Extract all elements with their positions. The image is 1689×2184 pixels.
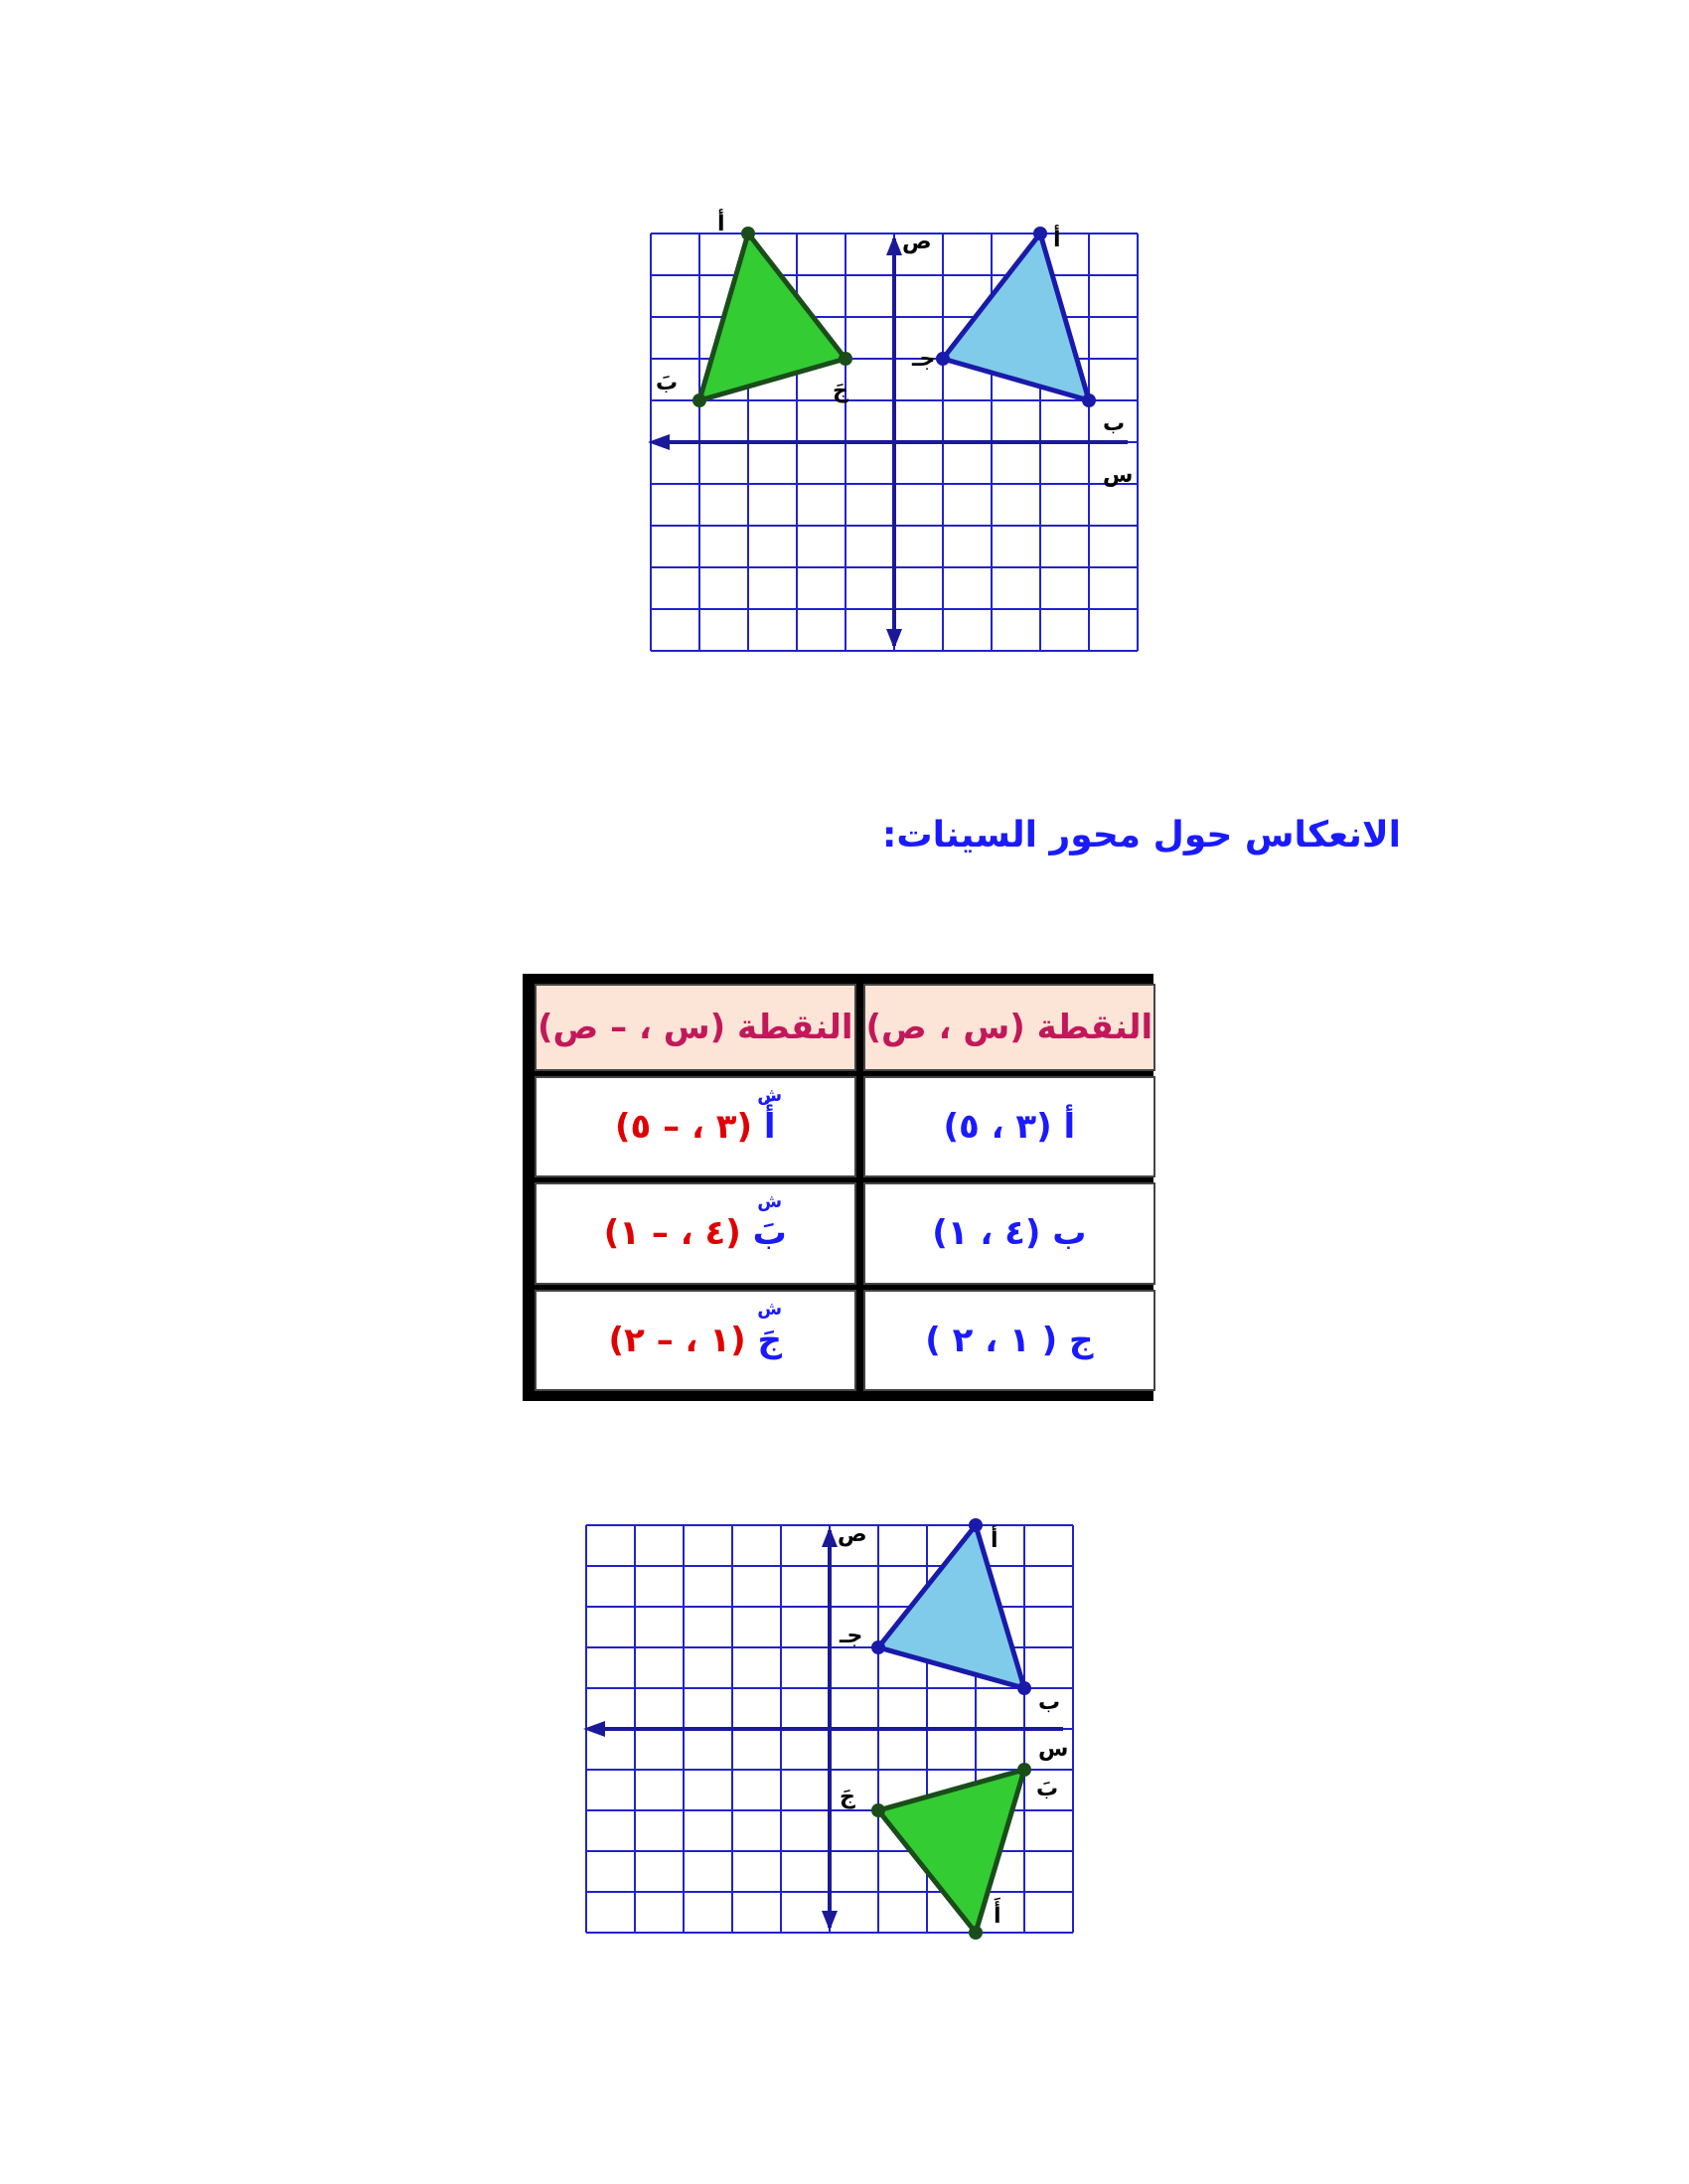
label-b: ب (1038, 1690, 1061, 1715)
point-label: ج (1068, 1320, 1094, 1360)
y-axis-arrow-down (886, 629, 902, 649)
point-label: ش جَ (757, 1298, 783, 1360)
graph-reflection-x-axis (571, 1505, 1098, 1962)
prime-mark: ش (757, 1298, 783, 1320)
cell-original (863, 1290, 1156, 1391)
prime-mark: ش (757, 1085, 783, 1107)
label-b-prime: بَ (1036, 1777, 1059, 1801)
point-coords: (٤ ، ١) (932, 1213, 1041, 1254)
table-row (535, 1076, 1155, 1177)
point-coords: (٤ ، – ١) (603, 1213, 741, 1254)
x-axis-label: س (1103, 463, 1134, 488)
point-label: ش أَ (757, 1085, 783, 1148)
y-axis-label: ص (838, 1522, 867, 1547)
y-axis-arrow-up (886, 235, 902, 255)
table-row (535, 1290, 1155, 1391)
label-c: جـ (912, 347, 936, 372)
label-c-prime: جَ (840, 1785, 855, 1809)
point-label: ب (1052, 1213, 1087, 1254)
label-a: أ (991, 1528, 998, 1553)
label-a-prime: أَ (717, 212, 725, 236)
label-a: أ (1053, 228, 1061, 252)
label-b: ب (1103, 411, 1126, 436)
cell-original (863, 1182, 1156, 1284)
label-c: جـ (840, 1624, 863, 1648)
label-c-prime: جَ (833, 379, 848, 403)
points-table (523, 974, 1153, 1401)
header-reflected: النقطة (س ، – ص) (535, 984, 856, 1071)
point-coords: (١ ، – ٢) (608, 1320, 746, 1360)
point-label: ش بَ (752, 1191, 787, 1254)
point-coords: (٣ ، – ٥) (614, 1107, 753, 1148)
y-axis-arrow-up (822, 1527, 838, 1547)
point-label: أ (1063, 1107, 1076, 1148)
cell-reflected (535, 1290, 856, 1391)
cell-reflected (535, 1182, 856, 1284)
table-row (535, 1182, 1155, 1284)
cell-reflected (535, 1076, 856, 1177)
label-b-prime: بَ (656, 371, 679, 395)
point-coords: (٣ ، ٥) (943, 1107, 1052, 1148)
x-axis-label: س (1038, 1737, 1069, 1762)
section-heading: الانعكاس حول محور السينات: (882, 815, 1401, 856)
prime-mark: ش (757, 1191, 783, 1213)
cell-original (863, 1076, 1156, 1177)
y-axis-arrow-down (822, 1911, 838, 1931)
graph-reflection-y-axis (636, 209, 1143, 666)
header-original: النقطة (س ، ص) (863, 984, 1156, 1071)
label-a-prime: أَ (994, 1904, 1001, 1929)
y-axis-label: ص (902, 230, 932, 254)
point-coords: ( ١ ، ٢ ) (925, 1320, 1058, 1360)
